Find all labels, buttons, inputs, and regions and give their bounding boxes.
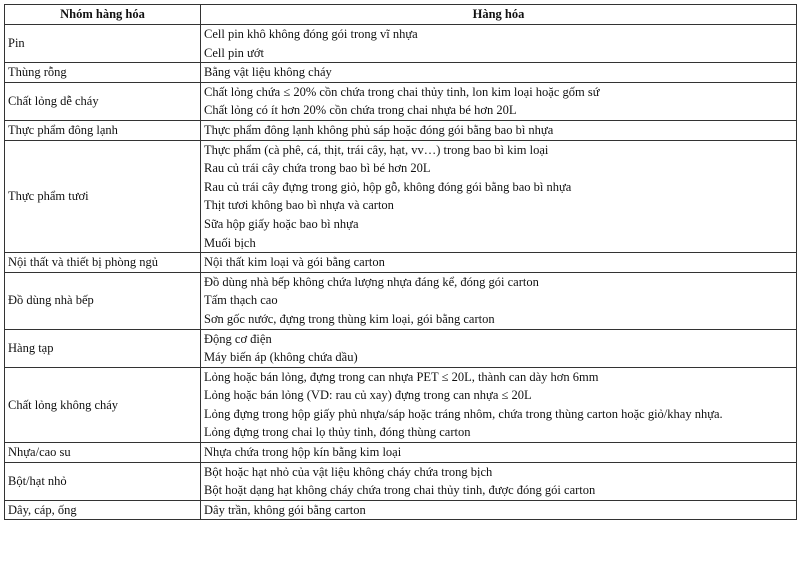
goods-item: Thịt tươi không bao bì nhựa và carton <box>204 198 394 213</box>
goods-item: Nội thất kim loại và gói bằng carton <box>204 255 385 270</box>
goods-item: Sơn gốc nước, đựng trong thùng kim loại, gói bằng carton <box>204 311 495 326</box>
goods-item: Lỏng đựng trong chai lọ thủy tinh, đóng thùng carton <box>204 425 471 440</box>
table-row <box>5 120 797 140</box>
table-row <box>5 462 797 500</box>
goods-cell <box>201 140 797 253</box>
table-row <box>5 25 797 63</box>
table-row <box>5 443 797 463</box>
goods-item: Cell pin khô không đóng gói trong vĩ nhựa <box>204 27 418 41</box>
header-goods: Hàng hóa <box>201 5 797 25</box>
goods-cell <box>201 25 797 63</box>
group-cell: Nội thất và thiết bị phòng ngủ <box>5 253 201 273</box>
goods-item: Máy biến áp (không chứa dầu) <box>204 350 358 365</box>
goods-cell <box>201 253 797 273</box>
goods-item: Thực phẩm (cà phê, cá, thịt, trái cây, hạt, vv…) trong bao bì kim loại <box>204 142 549 157</box>
goods-cell <box>201 500 797 520</box>
goods-cell <box>201 120 797 140</box>
goods-item: Dây trần, không gói bằng carton <box>204 502 366 517</box>
goods-cell <box>201 367 797 442</box>
goods-item: Tấm thạch cao <box>204 293 278 308</box>
goods-item: Chất lỏng chứa ≤ 20% cồn chứa trong chai thủy tinh, lon kim loại hoặc gốm sứ <box>204 84 600 99</box>
goods-item: Chất lỏng có ít hơn 20% cồn chứa trong chai nhựa bé hơn 20L <box>204 103 517 118</box>
group-cell: Pin <box>5 25 201 63</box>
goods-cell <box>201 82 797 120</box>
goods-cell <box>201 63 797 83</box>
goods-item: Cell pin ướt <box>204 45 264 60</box>
table-row <box>5 140 797 253</box>
group-cell: Dây, cáp, ống <box>5 500 201 520</box>
goods-cell <box>201 329 797 367</box>
goods-item: Bột hoặt dạng hạt không cháy chứa trong chai thủy tinh, được đóng gói carton <box>204 483 596 498</box>
header-row <box>5 5 797 25</box>
goods-classification-table <box>4 4 797 520</box>
table-row <box>5 500 797 520</box>
goods-item: Bằng vật liệu không cháy <box>204 65 332 80</box>
table-row <box>5 367 797 442</box>
goods-item: Rau củ trái cây đựng trong giỏ, hộp gỗ, không đóng gói bằng bao bì nhựa <box>204 179 572 194</box>
goods-item: Sữa hộp giấy hoặc bao bì nhựa <box>204 216 359 231</box>
table-row <box>5 272 797 329</box>
goods-item: Muối bịch <box>204 235 256 250</box>
group-cell: Hàng tạp <box>5 329 201 367</box>
goods-cell <box>201 462 797 500</box>
goods-item: Động cơ điện <box>204 331 272 346</box>
goods-cell <box>201 443 797 463</box>
header-group: Nhóm hàng hóa <box>5 5 201 25</box>
goods-item: Lỏng hoặc bán lỏng, đựng trong can nhựa PET ≤ 20L, thành can dày hơn 6mm <box>204 369 599 384</box>
group-cell: Bột/hạt nhỏ <box>5 462 201 500</box>
table-row <box>5 329 797 367</box>
goods-item: Rau củ trái cây chứa trong bao bì bé hơn 20L <box>204 161 431 176</box>
goods-item: Nhựa chứa trong hộp kín bằng kim loại <box>204 445 402 460</box>
table-row <box>5 63 797 83</box>
group-cell: Chất lỏng không cháy <box>5 367 201 442</box>
goods-cell <box>201 272 797 329</box>
group-cell: Đồ dùng nhà bếp <box>5 272 201 329</box>
goods-item: Đồ dùng nhà bếp không chứa lượng nhựa đáng kể, đóng gói carton <box>204 274 539 289</box>
group-cell: Chất lỏng dễ cháy <box>5 82 201 120</box>
goods-item: Bột hoặc hạt nhỏ của vật liệu không cháy chứa trong bịch <box>204 464 493 479</box>
table-body <box>5 25 797 520</box>
goods-item: Lỏng hoặc bán lỏng (VD: rau củ xay) đựng trong can nhựa ≤ 20L <box>204 388 532 403</box>
goods-item: Lỏng đựng trong hộp giấy phủ nhựa/sáp hoặc tráng nhôm, chứa trong thùng carton hoặc giỏ/khay nhựa. <box>204 406 723 421</box>
group-cell: Nhựa/cao su <box>5 443 201 463</box>
table-row <box>5 82 797 120</box>
group-cell: Thùng rỗng <box>5 63 201 83</box>
group-cell: Thực phẩm đông lạnh <box>5 120 201 140</box>
table-row <box>5 253 797 273</box>
group-cell: Thực phẩm tươi <box>5 140 201 253</box>
goods-item: Thực phẩm đông lạnh không phủ sáp hoặc đóng gói bằng bao bì nhựa <box>204 122 554 137</box>
